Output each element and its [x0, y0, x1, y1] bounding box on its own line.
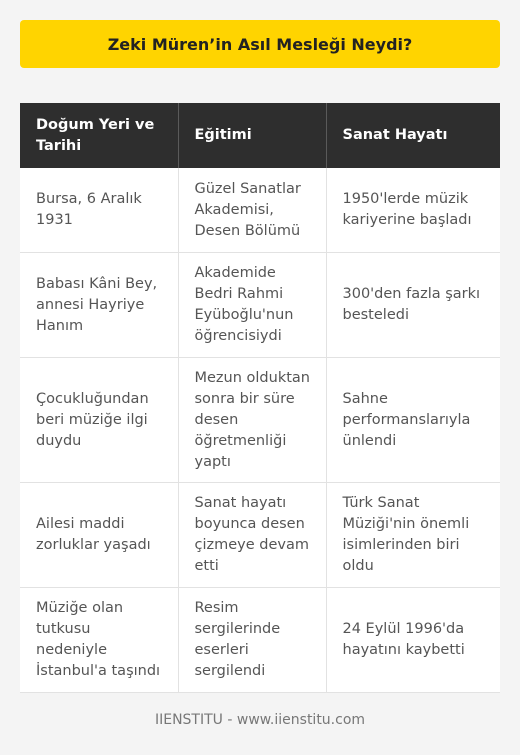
table-cell: Müziğe olan tutkusu nedeniyle İstanbul'a taşındı — [20, 588, 178, 693]
table-cell: 24 Eylül 1996'da hayatını kaybetti — [326, 588, 500, 693]
table-cell: Güzel Sanatlar Akademisi, Desen Bölümü — [178, 168, 326, 253]
table-cell: 300'den fazla şarkı besteledi — [326, 253, 500, 358]
table-cell: Sanat hayatı boyunca desen çizmeye devam etti — [178, 483, 326, 588]
info-table — [20, 103, 500, 693]
table-cell: Resim sergilerinde eserleri sergilendi — [178, 588, 326, 693]
header-art-life: Sanat Hayatı — [326, 103, 500, 168]
table-cell: Çocukluğundan beri müziğe ilgi duydu — [20, 358, 178, 483]
table-row — [20, 358, 500, 483]
table-cell: Sahne performanslarıyla ünlendi — [326, 358, 500, 483]
footer-credit: IIENSTITU - www.iienstitu.com — [154, 712, 366, 728]
header-education: Eğitimi — [178, 103, 326, 168]
table-cell: Babası Kâni Bey, annesi Hayriye Hanım — [20, 253, 178, 358]
table-cell: Akademide Bedri Rahmi Eyüboğlu'nun öğrencisiydi — [178, 253, 326, 358]
table-cell: Türk Sanat Müziği'nin önemli isimlerinden biri oldu — [326, 483, 500, 588]
table-cell: Mezun olduktan sonra bir süre desen öğretmenliği yaptı — [178, 358, 326, 483]
table-row — [20, 588, 500, 693]
table-cell: Bursa, 6 Aralık 1931 — [20, 168, 178, 253]
table-row — [20, 168, 500, 253]
table-cell: 1950'lerde müzik kariyerine başladı — [326, 168, 500, 253]
header-birth: Doğum Yeri ve Tarihi — [20, 103, 178, 168]
title-banner — [20, 20, 500, 68]
table-header-row — [20, 103, 500, 168]
table-cell: Ailesi maddi zorluklar yaşadı — [20, 483, 178, 588]
table-row — [20, 253, 500, 358]
table-row — [20, 483, 500, 588]
page-title: Zeki Müren’in Asıl Mesleği Neydi? — [107, 34, 413, 54]
